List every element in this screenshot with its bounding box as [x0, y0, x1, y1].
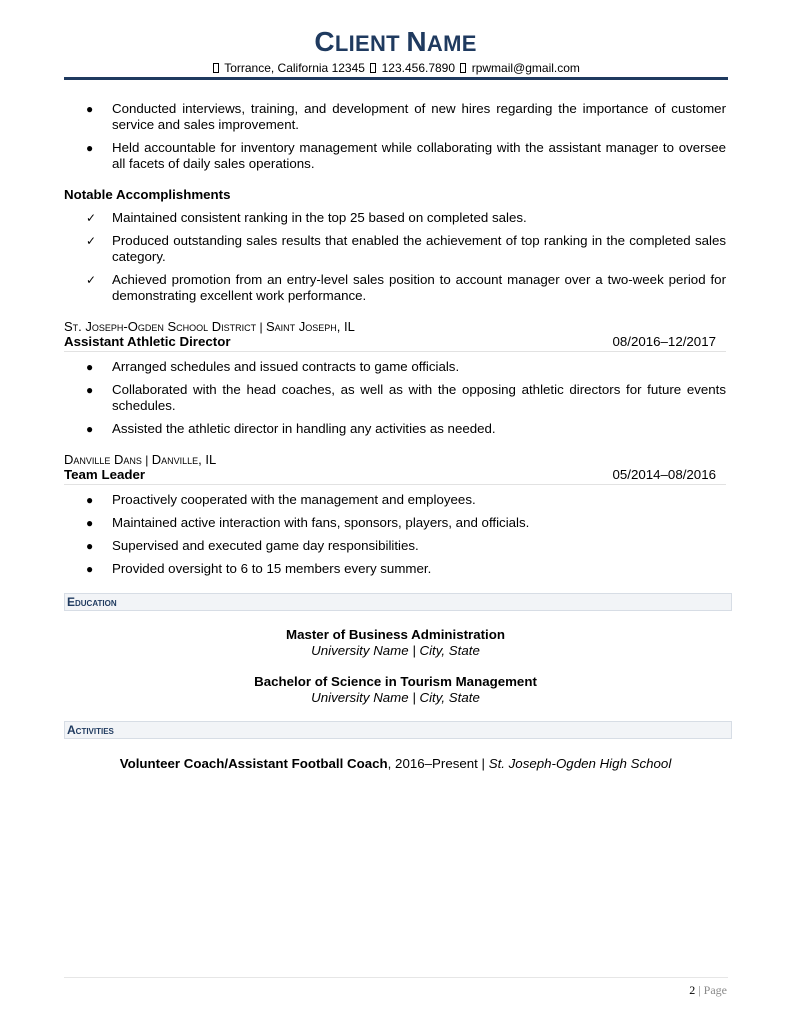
footer-separator: | — [698, 983, 701, 997]
job3-title-line — [64, 467, 726, 485]
job2-dates: 08/2016–12/2017 — [612, 334, 716, 349]
list-item: ● Maintained active interaction with fans, sponsors, players, and officials. — [86, 515, 530, 530]
degree-2-school: University Name | City, State — [311, 690, 480, 705]
footer-rule — [64, 977, 728, 978]
bullet-icon: ● — [86, 102, 94, 116]
activities-heading: Activities — [67, 723, 114, 737]
bullet-icon: ● — [86, 141, 94, 155]
activity-organization: St. Joseph-Ogden High School — [488, 756, 672, 771]
contact-location: Torrance, California 12345 — [224, 61, 365, 75]
activity-line — [0, 756, 791, 772]
accomplishments-list — [64, 210, 726, 311]
bullet-icon: ● — [86, 383, 94, 397]
education-heading: Education — [67, 595, 117, 609]
bullet-icon: ● — [86, 493, 94, 507]
bullet-icon: ● — [86, 539, 94, 553]
degree-2-title: Bachelor of Science in Tourism Management — [254, 674, 537, 689]
list-item: ● Held accountable for inventory management while collaborating with the assistant manager to oversee all facets of daily sales operations. — [86, 140, 726, 171]
list-item: ● Conducted interviews, training, and development of new hires regarding the importance of customer service and sales improvement. — [86, 101, 726, 132]
degree-1-school: University Name | City, State — [311, 643, 480, 658]
degree-1-title: Master of Business Administration — [286, 627, 505, 642]
list-item: ● Collaborated with the head coaches, as well as with the opposing athletic directors for future events schedules. — [86, 382, 726, 413]
location-icon — [213, 63, 219, 73]
list-item: ✓ Maintained consistent ranking in the top 25 based on completed sales. — [86, 210, 527, 225]
job2-title: Assistant Athletic Director — [64, 334, 231, 349]
phone-icon — [370, 63, 376, 73]
list-item: ✓ Produced outstanding sales results that enabled the achievement of top ranking in the completed sales category. — [86, 233, 726, 264]
list-item: ✓ Achieved promotion from an entry-level sales position to account manager over a two-week period for demonstrating excellent work performance. — [86, 272, 726, 303]
bullet-icon: ● — [86, 516, 94, 530]
activity-period: , 2016–Present | — [387, 756, 489, 771]
list-item: ● Assisted the athletic director in handling any activities as needed. — [86, 421, 496, 436]
bullet-icon: ● — [86, 422, 94, 436]
activity-role: Volunteer Coach/Assistant Football Coach — [119, 756, 388, 771]
job3-dates: 05/2014–08/2016 — [612, 467, 716, 482]
email-icon — [460, 63, 466, 73]
bullet-icon: ● — [86, 360, 94, 374]
activities-section-bar — [64, 721, 732, 739]
list-item: ● Arranged schedules and issued contracts to game officials. — [86, 359, 460, 374]
contact-phone: 123.456.7890 — [381, 61, 456, 75]
job1-bullets — [64, 101, 726, 179]
page-footer — [689, 983, 727, 997]
client-name: CLIENT NAME — [314, 26, 477, 57]
page-label: Page — [703, 983, 727, 997]
job3-bullets — [64, 492, 726, 584]
job2-title-line — [64, 334, 726, 352]
list-item: ● Proactively cooperated with the management and employees. — [86, 492, 476, 507]
contact-email: rpwmail@gmail.com — [471, 61, 580, 75]
list-item: ● Supervised and executed game day responsibilities. — [86, 538, 419, 553]
checkmark-icon: ✓ — [86, 211, 97, 225]
job3-employer-line: Danville Dans | Danville, IL — [64, 452, 217, 467]
job3-title: Team Leader — [64, 467, 146, 482]
job2-bullets — [64, 359, 726, 444]
header-rule — [64, 77, 728, 80]
bullet-icon: ● — [86, 562, 94, 576]
page-number: 2 — [689, 983, 696, 997]
checkmark-icon: ✓ — [86, 273, 97, 287]
contact-line — [0, 61, 791, 75]
job2-employer-line: St. Joseph-Ogden School District | Saint Joseph, IL — [64, 319, 355, 334]
accomplishments-heading: Notable Accomplishments — [64, 187, 231, 202]
list-item: ● Provided oversight to 6 to 15 members every summer. — [86, 561, 432, 576]
education-section-bar — [64, 593, 732, 611]
checkmark-icon: ✓ — [86, 234, 97, 248]
